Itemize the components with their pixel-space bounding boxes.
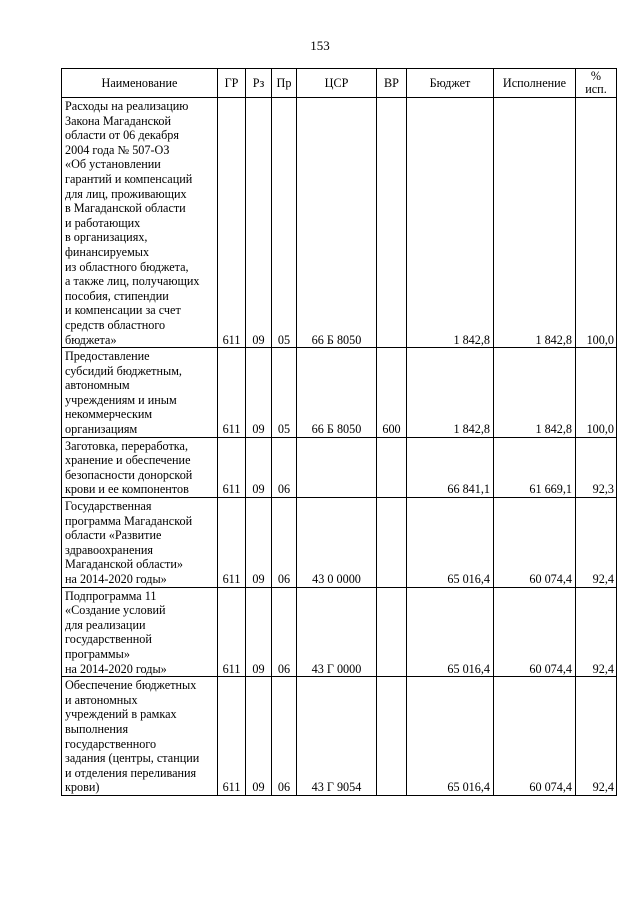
row-execution: 61 669,1 [494,437,576,497]
header-percent-label: исп. [585,82,607,96]
header-csr: ЦСР [297,69,377,98]
row-gr: 611 [218,498,246,588]
table-row [62,348,617,438]
row-csr: 43 0 0000 [297,498,377,588]
row-rz: 09 [246,498,272,588]
row-name: Обеспечение бюджетных и автономных учреждений в рамках выполнения государственного задания (центры, станции и отделения переливания крови) [62,677,218,796]
row-name: Заготовка, переработка, хранение и обеспечение безопасности донорской крови и ее компонентов [62,437,218,497]
row-pr: 06 [272,498,297,588]
row-percent: 92,4 [576,587,617,677]
row-name: Государственная программа Магаданской области «Развитие здравоохранения Магаданской области» на 2014-2020 годы» [62,498,218,588]
budget-execution-table [61,68,617,796]
row-execution: 60 074,4 [494,587,576,677]
row-percent: 92,3 [576,437,617,497]
row-name: Расходы на реализацию Закона Магаданской области от 06 декабря 2004 года № 507-ОЗ «Об установлении гарантий и компенсаций для лиц, проживающих в Магаданской области и работающих в организациях, финансируемых из областного бюджета, а также лиц, получающих пособия, стипендии и компенсации за счет средств областного бюджета» [62,98,218,348]
row-budget: 1 842,8 [407,348,494,438]
row-rz: 09 [246,587,272,677]
row-vr [377,98,407,348]
header-percent-symbol: % [590,69,602,83]
row-execution: 60 074,4 [494,677,576,796]
row-vr [377,587,407,677]
row-csr: 66 Б 8050 [297,98,377,348]
row-pr: 06 [272,677,297,796]
row-budget: 65 016,4 [407,587,494,677]
row-budget: 65 016,4 [407,677,494,796]
row-vr [377,498,407,588]
row-csr [297,437,377,497]
header-vr: ВР [377,69,407,98]
header-budget: Бюджет [407,69,494,98]
row-pr: 06 [272,587,297,677]
row-name: Подпрограмма 11 «Создание условий для реализации государственной программы» на 2014-2020 годы» [62,587,218,677]
row-rz: 09 [246,437,272,497]
row-pr: 05 [272,348,297,438]
header-percent [576,69,617,98]
row-budget: 66 841,1 [407,437,494,497]
row-rz: 09 [246,348,272,438]
row-percent: 92,4 [576,498,617,588]
page-number: 153 [310,38,330,53]
header-gr: ГР [218,69,246,98]
row-rz: 09 [246,98,272,348]
row-vr: 600 [377,348,407,438]
row-csr: 43 Г 0000 [297,587,377,677]
header-name: Наименование [62,69,218,98]
header-pr: Пр [272,69,297,98]
row-budget: 65 016,4 [407,498,494,588]
row-execution: 1 842,8 [494,98,576,348]
header-rz: Рз [246,69,272,98]
table-row [62,98,617,348]
row-execution: 60 074,4 [494,498,576,588]
row-rz: 09 [246,677,272,796]
row-execution: 1 842,8 [494,348,576,438]
row-gr: 611 [218,587,246,677]
table-row [62,587,617,677]
row-pr: 06 [272,437,297,497]
table-header-row [62,69,617,98]
row-percent: 92,4 [576,677,617,796]
row-percent: 100,0 [576,98,617,348]
row-gr: 611 [218,348,246,438]
row-budget: 1 842,8 [407,98,494,348]
row-pr: 05 [272,98,297,348]
row-gr: 611 [218,437,246,497]
header-execution: Исполнение [494,69,576,98]
row-csr: 43 Г 9054 [297,677,377,796]
table-row [62,498,617,588]
row-gr: 611 [218,677,246,796]
table-row [62,677,617,796]
row-percent: 100,0 [576,348,617,438]
row-name: Предоставление субсидий бюджетным, автономным учреждениям и иным некоммерческим организациям [62,348,218,438]
row-vr [377,677,407,796]
row-vr [377,437,407,497]
row-csr: 66 Б 8050 [297,348,377,438]
row-gr: 611 [218,98,246,348]
table-row [62,437,617,497]
